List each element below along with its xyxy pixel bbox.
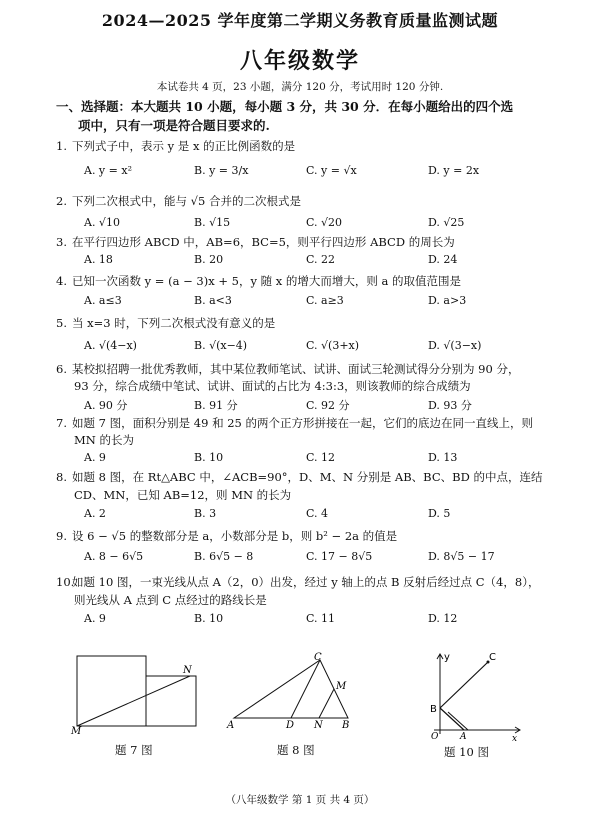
question-number: 8. [56,470,67,484]
option-d: D. 24 [428,253,458,266]
question-text: 如题 7 图，面积分别是 49 和 25 的两个正方形拼接在一起，它们的底边在同一直线上，则 [72,416,534,430]
option-b: B. 20 [194,253,224,266]
segment-mn [77,676,190,726]
large-square [77,656,146,726]
option-c: C. y = √x [306,164,357,177]
question-2 [56,193,544,210]
question-text: 某校拟招聘一批优秀教师，其中某位教师笔试、试讲、面试三轮测试得分分别为 90 分， [72,362,520,376]
question-text: 当 x=3 时，下列二次根式没有意义的是 [72,316,276,330]
label-a: A [460,732,467,742]
option-c: C. 4 [306,507,329,520]
option-a: A. 8 − 6√5 [84,550,144,563]
option-d: D. √(3−x) [428,339,482,352]
option-a: A. √(4−x) [84,339,137,352]
label-m: M [71,726,82,734]
option-d: D. 13 [428,451,458,464]
label-b: B [342,720,350,731]
label-n: N [183,665,192,676]
question-3 [56,234,544,251]
option-d: D. y = 2x [428,164,480,177]
option-b: B. 10 [194,612,224,625]
question-text: 下列式子中，表示 y 是 x 的正比例函数的是 [72,139,296,153]
segment-mn [319,689,334,718]
option-a: A. a≤3 [84,294,122,307]
options-q6 [84,397,544,414]
option-b: B. 10 [194,451,224,464]
figure-7 [70,648,200,734]
option-b: B. 6√5 − 8 [194,550,254,563]
option-b: B. y = 3/x [194,164,249,177]
options-q7 [84,451,544,468]
label-y: y [444,652,450,663]
ray-bc [440,662,488,708]
options-q4 [84,294,544,311]
option-a: A. 90 分 [84,399,128,412]
question-number: 6. [56,362,67,376]
figure-7-caption: 题 7 图 [115,743,153,757]
options-q3 [84,253,544,270]
question-number: 10. [56,575,75,589]
question-7-continuation: MN 的长为 [74,433,134,447]
question-number: 4. [56,274,67,288]
option-a: A. √10 [84,216,120,229]
question-text: 下列二次根式中，能与 √5 合并的二次根式是 [72,194,301,208]
option-d: D. 5 [428,507,451,520]
label-c: C [489,652,496,663]
option-a: A. 2 [84,507,106,520]
option-a: A. 9 [84,612,106,625]
question-10-continuation: 则光线从 A 点到 C 点经过的路线长是 [74,593,267,607]
label-x: x [512,734,518,742]
option-c: C. 17 − 8√5 [306,550,373,563]
label-c: C [314,652,322,663]
option-d: D. a>3 [428,294,467,307]
option-b: B. 3 [194,507,217,520]
question-number: 3. [56,235,67,249]
question-text: 如题 8 图，在 Rt△ABC 中，∠ACB=90°，D、M、N 分别是 AB、BC、BD 的中点，连结 [72,470,543,484]
options-q2 [84,216,544,233]
option-c: C. √20 [306,216,343,229]
ray-shadow [448,712,468,730]
options-q5 [84,339,544,356]
label-d: D [286,720,295,731]
ray-ab [440,708,464,730]
question-text: 设 6 − √5 的整数部分是 a，小数部分是 b，则 b² − 2a 的值是 [72,529,398,543]
option-c: C. √(3+x) [306,339,360,352]
segment-cd [291,660,320,718]
option-a: A. 18 [84,253,113,266]
option-c: C. 22 [306,253,336,266]
options-q9 [84,550,544,567]
option-d: D. 8√5 − 17 [428,550,495,563]
exam-note: 本试卷共 4 页，23 小题，满分 120 分，考试用时 120 分钟. [156,81,444,93]
figure-10 [428,646,528,742]
question-number: 5. [56,316,67,330]
section-heading-line1: 一、选择题：本大题共 10 小题，每小题 3 分，共 30 分．在每小题给出的四个选 [56,99,514,114]
question-number: 1. [56,139,67,153]
question-text: 如题 10 图，一束光线从点 A（2，0）出发，经过 y 轴上的点 B 反射后经过点 C（4，8）， [72,575,540,589]
triangle-abc [234,660,348,718]
option-c: C. a≥3 [306,294,344,307]
option-b: B. √15 [194,216,231,229]
option-d: D. 12 [428,612,458,625]
question-number: 7. [56,416,67,430]
question-text: 已知一次函数 y = (a − 3)x + 5，y 随 x 的增大而增大，则 a 的取值范围是 [72,274,462,288]
option-c: C. 92 分 [306,399,350,412]
question-10 [56,574,544,591]
options-q8 [84,507,544,524]
option-a: A. 9 [84,451,106,464]
question-9 [56,528,544,545]
figure-8-caption: 题 8 图 [277,743,315,757]
exam-subject: 八年级数学 [239,48,360,74]
option-b: B. √(x−4) [194,339,248,352]
question-8-continuation: CD、MN，已知 AB=12，则 MN 的长为 [74,488,292,502]
question-number: 2. [56,194,67,208]
question-1 [56,138,544,155]
question-6 [56,361,544,378]
question-4 [56,273,544,290]
small-square [146,676,196,726]
option-c: C. 11 [306,612,336,625]
options-q1 [84,164,544,181]
label-b: B [430,704,437,715]
option-b: B. 91 分 [194,399,238,412]
question-8 [56,469,544,486]
question-5 [56,315,544,332]
label-a: A [227,720,235,731]
option-d: D. √25 [428,216,465,229]
label-n: N [314,720,323,731]
option-b: B. a<3 [194,294,232,307]
label-o: O [431,732,439,742]
label-m: M [336,681,347,692]
exam-title: 2024—2025 学年度第二学期义务教育质量监测试题 [101,11,499,30]
question-number: 9. [56,529,67,543]
section-heading-line2: 项中，只有一项是符合题目要求的. [78,118,270,133]
options-q10 [84,612,544,629]
page-footer: （八年级数学 第 1 页 共 4 页） [225,794,375,806]
question-7 [56,415,544,432]
figure-10-caption: 题 10 图 [444,745,489,759]
question-6-continuation: 93 分，综合成绩中笔试、试讲、面试的占比为 4:3:3，则该教师的综合成绩为 [74,379,471,393]
option-a: A. y = x² [84,164,132,177]
option-d: D. 93 分 [428,399,472,412]
figure-8 [226,652,356,732]
option-c: C. 12 [306,451,336,464]
question-text: 在平行四边形 ABCD 中，AB=6，BC=5，则平行四边形 ABCD 的周长为 [72,235,455,249]
